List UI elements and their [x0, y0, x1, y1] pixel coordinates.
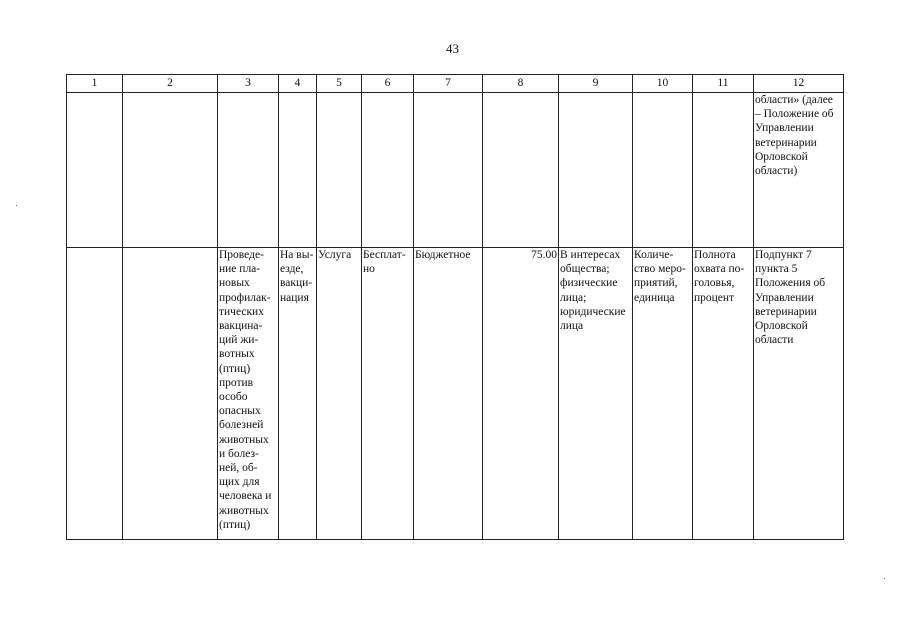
table-row	[67, 248, 844, 540]
column-header: 4	[279, 75, 317, 93]
funding-cell: Бюджетное	[414, 248, 483, 540]
service-form-cell: На вы- езде, вакци- нация	[279, 248, 317, 540]
column-header: 10	[633, 75, 693, 93]
value-cell: 75.00	[483, 248, 559, 540]
payment-cell: Бесплат- но	[362, 248, 414, 540]
table-cell	[559, 93, 633, 248]
table-cell	[693, 93, 754, 248]
table-cell	[218, 93, 279, 248]
table-row	[67, 93, 844, 248]
column-header: 8	[483, 75, 559, 93]
consumers-cell: В интересах общества; физические лица; юридические лица	[559, 248, 633, 540]
table-cell	[317, 93, 362, 248]
table-cell	[67, 248, 123, 540]
column-header: 12	[754, 75, 844, 93]
legal-basis-cell: Подпункт 7 пункта 5 Положения об Управлении ветеринарии Орловской области	[754, 248, 844, 540]
table-cell	[279, 93, 317, 248]
table-cell: области» (далее – Положение об Управлении ветеринарии Орловской области)	[754, 93, 844, 248]
table-cell	[483, 93, 559, 248]
header-row	[67, 75, 844, 93]
column-header: 7	[414, 75, 483, 93]
table-cell	[123, 248, 218, 540]
column-header: 9	[559, 75, 633, 93]
page-number: 43	[446, 41, 459, 56]
service-name-cell: Проведе- ние пла- новых профилак- тических вакцина- ций жи- вотных (птиц) против особо опасных болезней животных и болез- ней, об- щих для человека и животных (птиц)	[218, 248, 279, 540]
column-header: 11	[693, 75, 754, 93]
data-table	[66, 74, 844, 540]
column-header: 3	[218, 75, 279, 93]
column-header: 1	[67, 75, 123, 93]
table-cell	[123, 93, 218, 248]
volume-indicator-cell: Количе- ство меро- приятий, единица	[633, 248, 693, 540]
column-header: 6	[362, 75, 414, 93]
service-type-cell: Услуга	[317, 248, 362, 540]
table-cell	[633, 93, 693, 248]
table-cell	[67, 93, 123, 248]
column-header: 2	[123, 75, 218, 93]
table-cell	[414, 93, 483, 248]
scan-speck	[16, 205, 17, 206]
column-header: 5	[317, 75, 362, 93]
scan-speck	[884, 578, 885, 579]
table-cell	[362, 93, 414, 248]
quality-indicator-cell: Полнота охвата по- головья, процент	[693, 248, 754, 540]
